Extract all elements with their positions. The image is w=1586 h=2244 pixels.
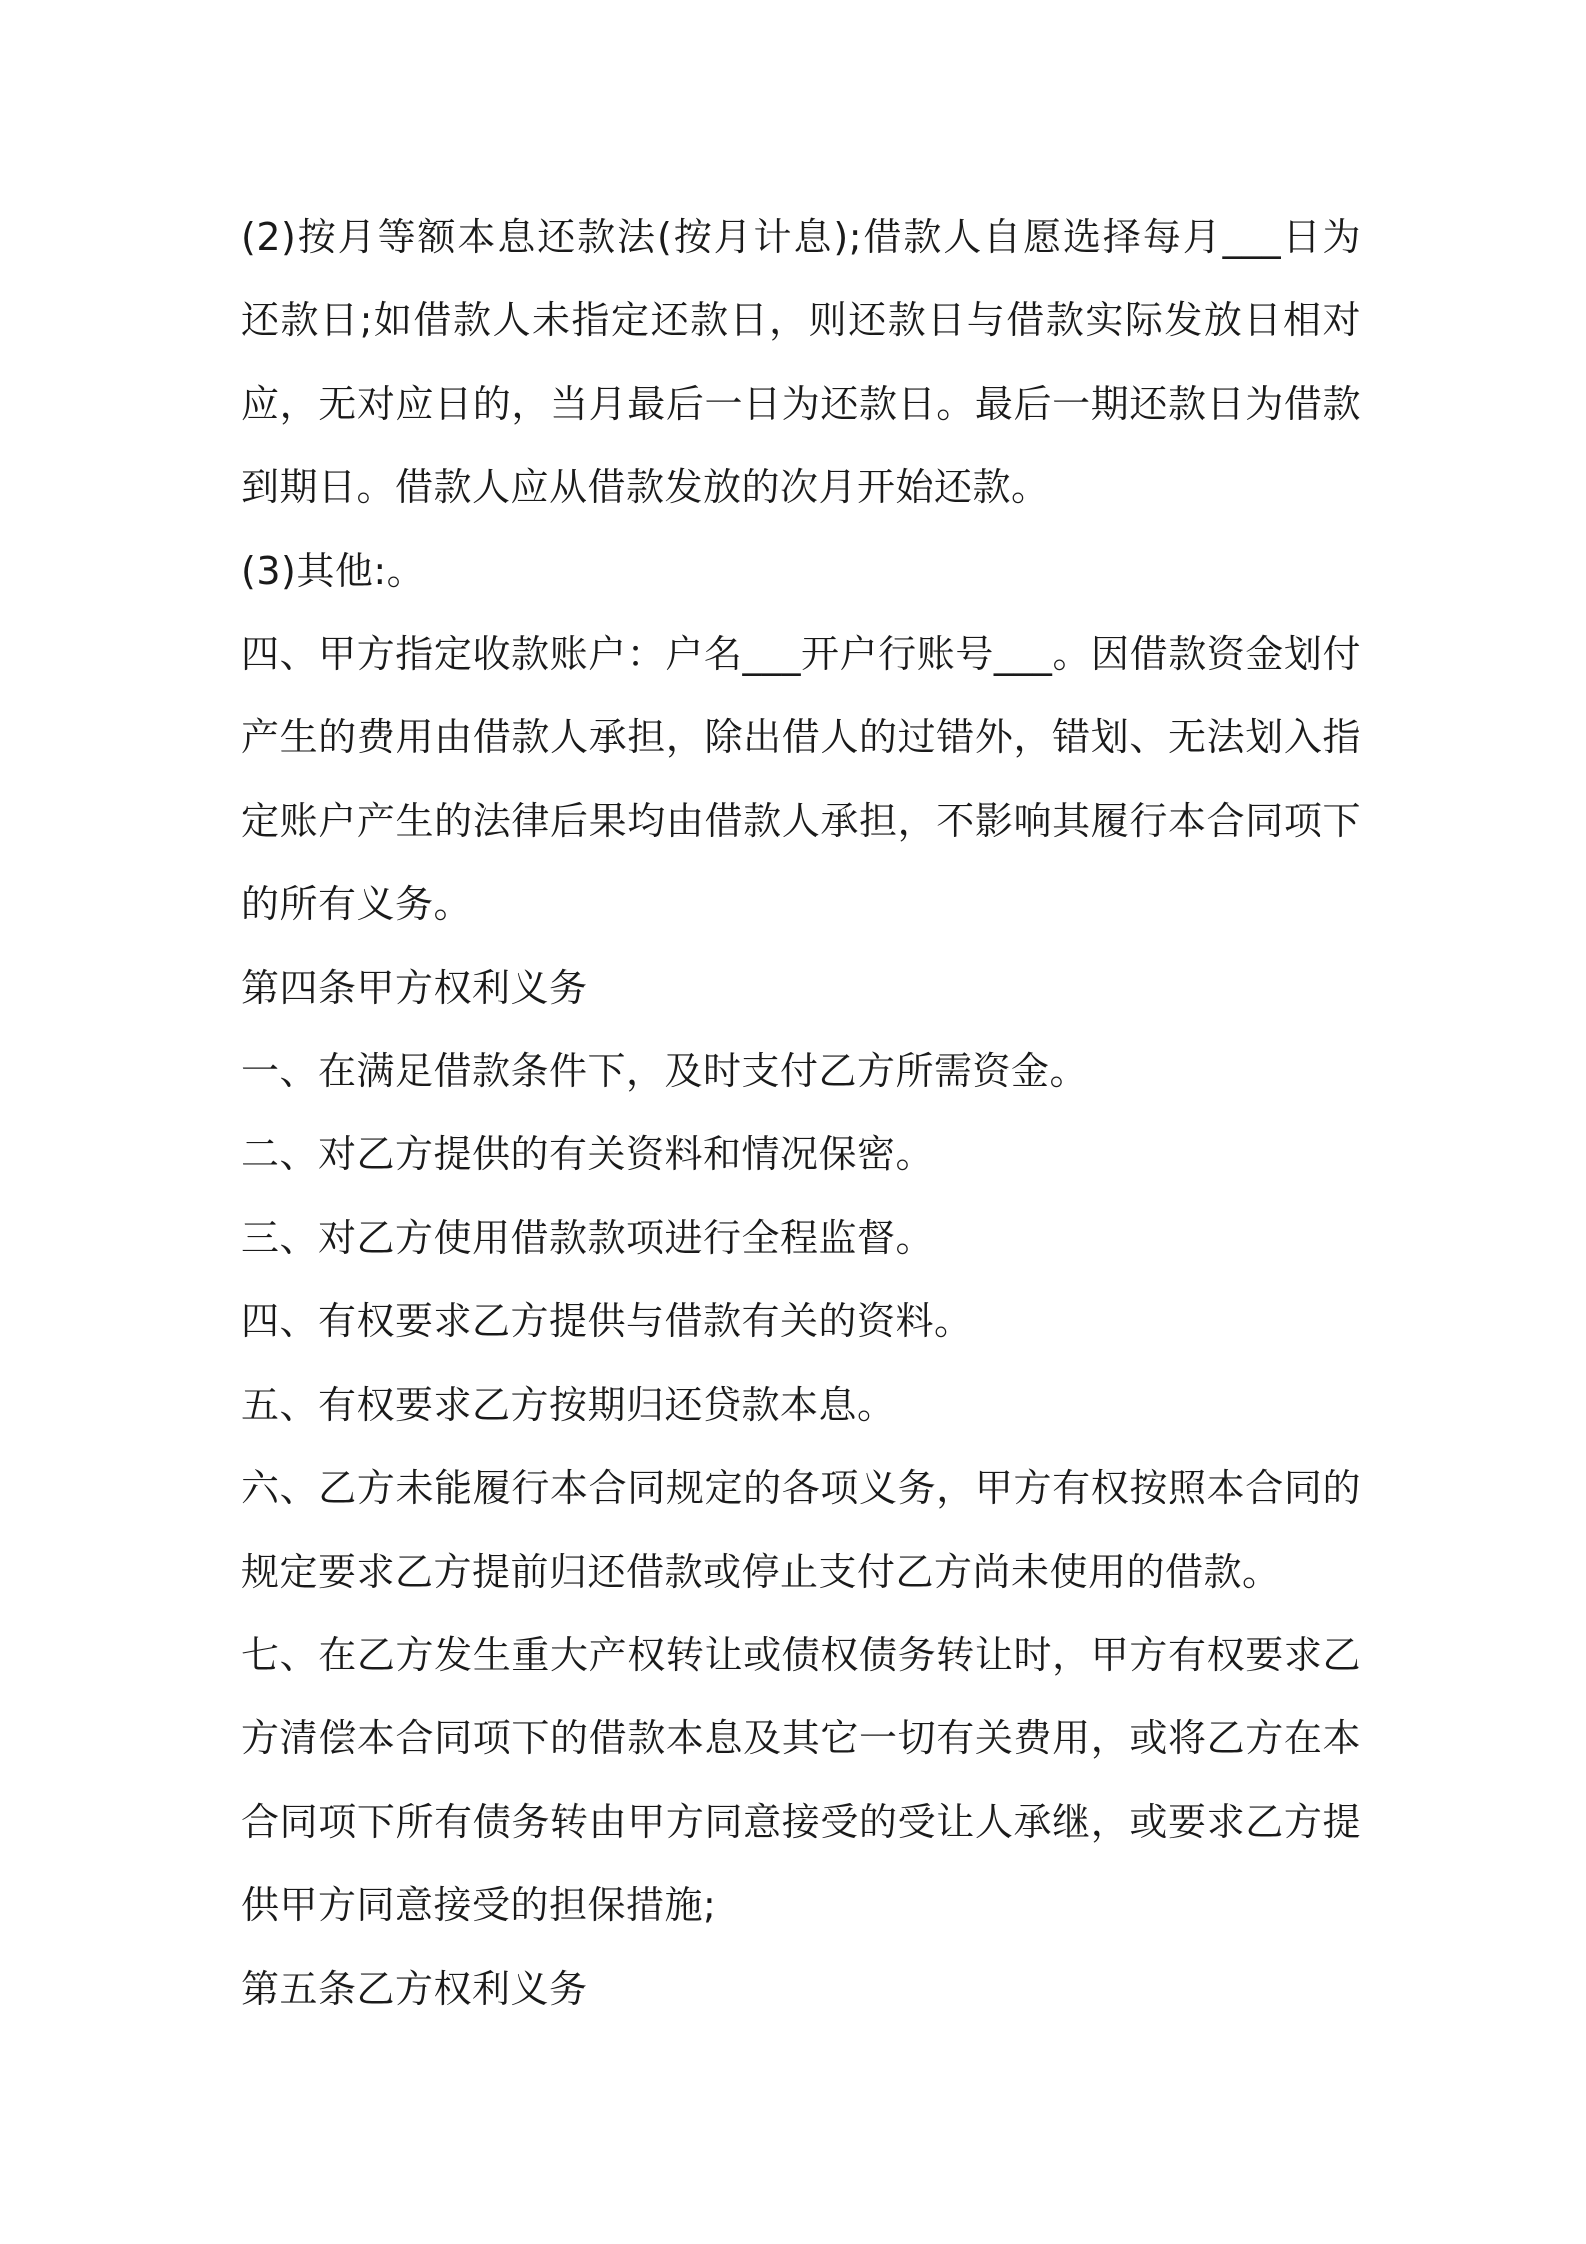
paragraph-party-a-item-2: 二、对乙方提供的有关资料和情况保密。	[241, 1132, 935, 1177]
paragraph-party-a-item-1: 一、在满足借款条件下，及时支付乙方所需资金。	[241, 1049, 1089, 1094]
paragraph-receiving-account: 四、甲方指定收款账户：户名___开户行账号___。因借款资金划付产生的费用由借款人承担，除出借人的过错外，错划、无法划入指定账户产生的法律后果均由借款人承担，不影响其履行本合同项下的所有义务。	[241, 632, 1361, 927]
document-body	[241, 196, 1361, 2031]
heading-article-4: 第四条甲方权利义务	[241, 965, 588, 1010]
paragraph-repayment-method-2: (2)按月等额本息还款法(按月计息);借款人自愿选择每月___日为还款日;如借款人未指定还款日，则还款日与借款实际发放日相对应，无对应日的，当月最后一日为还款日。最后一期还款日为借款到期日。借款人应从借款发放的次月开始还款。	[241, 215, 1361, 510]
paragraph-party-a-item-3: 三、对乙方使用借款款项进行全程监督。	[241, 1215, 935, 1260]
paragraph-party-a-item-7: 七、在乙方发生重大产权转让或债权债务转让时，甲方有权要求乙方清偿本合同项下的借款本息及其它一切有关费用，或将乙方在本合同项下所有债务转由甲方同意接受的受让人承继，或要求乙方提供甲方同意接受的担保措施;	[241, 1632, 1361, 1928]
paragraph-repayment-method-3: (3)其他:。	[241, 548, 426, 593]
heading-article-5: 第五条乙方权利义务	[241, 1966, 588, 2011]
paragraph-party-a-item-4: 四、有权要求乙方提供与借款有关的资料。	[241, 1299, 973, 1344]
paragraph-party-a-item-6: 六、乙方未能履行本合同规定的各项义务，甲方有权按照本合同的规定要求乙方提前归还借款或停止支付乙方尚未使用的借款。	[241, 1466, 1361, 1594]
paragraph-party-a-item-5: 五、有权要求乙方按期归还贷款本息。	[241, 1382, 896, 1427]
